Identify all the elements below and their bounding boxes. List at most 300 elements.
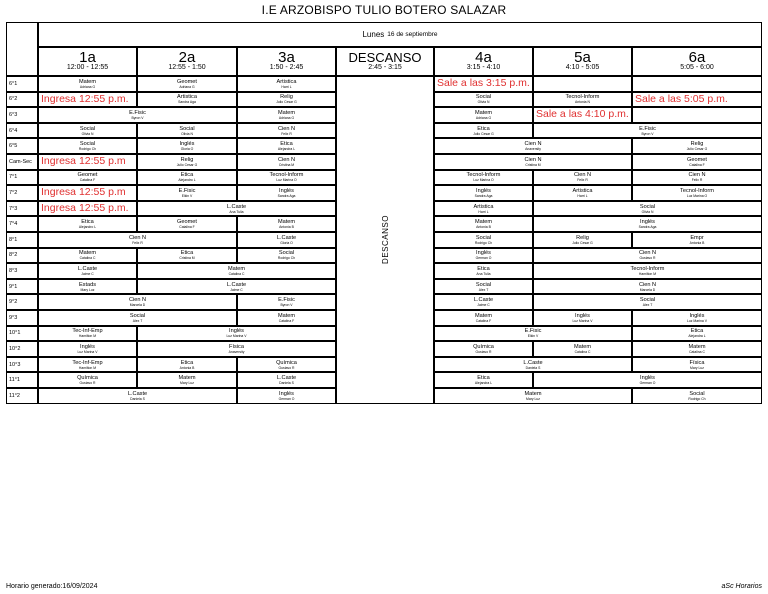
class-label [6, 326, 38, 342]
lesson-subject: Inglés [575, 312, 590, 319]
lesson-cell [237, 294, 336, 310]
lesson-cell [137, 357, 237, 373]
class-label-text: 9°2 [9, 299, 18, 306]
lesson-teacher: Ana Tulia [229, 209, 244, 214]
lesson-subject: Inglés [476, 250, 491, 257]
lesson-subject: Cien N [524, 156, 542, 163]
lesson-subject: E.Fisic [178, 187, 196, 194]
lesson-subject: Matem [688, 343, 706, 350]
lesson-subject: Tecnol-Inform [630, 265, 665, 272]
class-label [6, 154, 38, 170]
lesson-teacher: Alejandro L [78, 225, 97, 230]
lesson-teacher: Mary Luz [180, 381, 194, 386]
lesson-teacher: Catalina C [79, 256, 96, 261]
lesson-subject: Social [475, 281, 492, 288]
period-time: 2:45 - 3:15 [368, 64, 402, 71]
lesson-cell [632, 357, 762, 373]
lesson-teacher: Alejandro L [178, 178, 196, 183]
lesson-subject: Geomet [177, 219, 197, 226]
lesson-teacher: Alex T [642, 303, 653, 308]
schedule-note: Sale a las 4:10 p.m. [536, 108, 629, 121]
lesson-cell [137, 76, 237, 92]
class-label [6, 279, 38, 295]
lesson-subject: Cien N [524, 141, 542, 148]
lesson-cell [533, 372, 762, 388]
class-label-text: 6°1 [9, 80, 18, 87]
lesson-cell [434, 201, 533, 217]
lesson-cell [434, 310, 533, 326]
lesson-cell [237, 154, 336, 170]
lesson-cell [434, 263, 533, 279]
lesson-subject: L.Caste [226, 281, 247, 288]
lesson-subject: Etica [280, 141, 293, 148]
period-header [336, 47, 434, 76]
class-label-text: 10°3 [9, 361, 21, 368]
lesson-cell [137, 138, 237, 154]
lesson-teacher: Antonia B [279, 225, 294, 230]
lesson-subject: Matem [277, 109, 296, 116]
lesson-teacher: Alejandra L [474, 381, 493, 386]
period-header [137, 47, 237, 76]
lesson-subject: Cien N [128, 234, 147, 241]
lesson-cell [38, 232, 237, 248]
lesson-cell [38, 357, 137, 373]
lesson-cell [137, 154, 237, 170]
lesson-teacher: Olivia N [641, 209, 654, 214]
lesson-cell [38, 123, 137, 139]
period-time: 12:00 - 12:55 [66, 64, 109, 71]
lesson-teacher: Luz Marina O [473, 178, 494, 183]
lesson-cell [533, 92, 632, 108]
lesson-cell [434, 170, 533, 186]
lesson-subject: Empr [690, 234, 704, 241]
lesson-cell [38, 138, 137, 154]
period-number: 1a [79, 49, 96, 66]
lesson-cell [137, 341, 336, 357]
lesson-teacher: Sandra Aga [474, 193, 493, 198]
lesson-subject: Matem [78, 250, 97, 257]
class-label [6, 372, 38, 388]
lesson-teacher: Catalina F [79, 178, 96, 183]
lesson-cell [434, 232, 533, 248]
lesson-subject: Matem [474, 109, 493, 116]
class-label-text: 9°1 [9, 283, 18, 290]
class-label-text: 9°3 [9, 314, 18, 321]
lesson-subject: Matem [474, 219, 493, 226]
lesson-cell [237, 248, 336, 264]
lesson-cell [434, 388, 632, 404]
lesson-teacher: Felix R [132, 240, 143, 245]
lesson-subject: L.Caste [226, 203, 247, 210]
lesson-teacher: Antonia N [575, 100, 590, 105]
lesson-cell [434, 185, 533, 201]
lesson-cell [38, 388, 237, 404]
lesson-cell [533, 201, 762, 217]
lesson-subject: Cien N [638, 281, 657, 288]
lesson-teacher: Gloria O [280, 240, 293, 245]
lesson-subject: Artistica [572, 187, 593, 194]
lesson-cell [137, 326, 336, 342]
lesson-teacher: Elkin V [181, 193, 193, 198]
lesson-subject: Matem [178, 375, 196, 382]
class-label-text: 6°3 [9, 111, 18, 118]
lesson-subject: Matem [227, 265, 246, 272]
lesson-subject: Geomet [177, 78, 197, 85]
lesson-teacher: Mary Luz [526, 396, 540, 401]
lesson-cell [137, 185, 237, 201]
lesson-teacher: Julio Cesar G [176, 162, 198, 167]
lesson-teacher: Luz Marina V [687, 318, 707, 323]
class-label-text: 7°3 [9, 205, 18, 212]
day-name: Lunes [362, 30, 385, 39]
lesson-cell [434, 279, 533, 295]
class-label [6, 170, 38, 186]
lesson-cell [632, 388, 762, 404]
lesson-teacher: Luz Marina O [276, 178, 297, 183]
lesson-cell [38, 170, 137, 186]
lesson-subject: Cien N [688, 172, 706, 179]
period-number: DESCANSO [348, 50, 422, 65]
lesson-cell [38, 326, 137, 342]
lesson-teacher: Mary Luz [80, 287, 95, 292]
schedule-note: Ingresa 12:55 p.m. [41, 201, 129, 214]
lesson-subject: Social [475, 94, 492, 101]
lesson-subject: Inglés [279, 390, 294, 397]
lesson-subject: Artistica [473, 203, 494, 210]
lesson-teacher: Julio Cesar G [686, 147, 708, 152]
class-label-text: 10°2 [9, 345, 21, 352]
lesson-cell [632, 138, 762, 154]
lesson-cell [237, 76, 336, 92]
lesson-subject: Cien N [128, 297, 147, 304]
lesson-cell [632, 232, 762, 248]
lesson-teacher: Luz Marina V [77, 349, 98, 354]
class-label [6, 310, 38, 326]
lesson-subject: E.Fisic [278, 297, 295, 304]
lesson-subject: Social [278, 250, 295, 257]
lesson-subject: Social [79, 141, 96, 148]
lesson-subject: Inglés [640, 375, 655, 382]
class-label [6, 294, 38, 310]
lesson-teacher: Julio Cesar G [572, 240, 593, 245]
class-label [6, 107, 38, 123]
lesson-subject: Tecnol-Inform [680, 187, 714, 194]
lesson-subject: L.Caste [523, 359, 543, 366]
lesson-teacher: Adriana G [475, 115, 492, 120]
lesson-teacher: Harri L [281, 84, 292, 89]
lesson-subject: Tecnol-Inform [269, 172, 304, 179]
period-time: 12:55 - 1:50 [168, 64, 206, 71]
lesson-subject: Inglés [476, 187, 491, 194]
lesson-subject: E.Fisic [524, 328, 542, 335]
period-number: 4a [475, 49, 492, 66]
lesson-cell [137, 279, 336, 295]
lesson-teacher: Harri L [577, 193, 588, 198]
lesson-subject: Etica [180, 250, 194, 257]
lesson-cell [137, 92, 237, 108]
lesson-teacher: Catalina F [179, 225, 195, 230]
lesson-teacher: Jaime C [81, 271, 94, 276]
lesson-teacher: German O [278, 396, 295, 401]
lesson-teacher: Anaversity [525, 147, 541, 152]
lesson-cell [137, 170, 237, 186]
lesson-subject: Matem [524, 390, 542, 397]
school-title: I.E ARZOBISPO TULIO BOTERO SALAZAR [261, 3, 507, 17]
lesson-cell [38, 216, 137, 232]
lesson-teacher: Catalina C [689, 349, 705, 354]
lesson-teacher: Hamilton M [638, 271, 657, 276]
lesson-subject: Cien N [277, 156, 296, 163]
lesson-cell [38, 341, 137, 357]
lesson-subject: Social [689, 390, 705, 397]
lesson-subject: Social [639, 297, 656, 304]
lesson-subject: Cien N [277, 125, 296, 132]
lesson-cell [237, 310, 336, 326]
lesson-cell [38, 279, 137, 295]
lesson-cell [237, 92, 336, 108]
lesson-cell [38, 76, 137, 92]
lesson-subject: Etica [81, 219, 94, 226]
class-label-text: 11°2 [9, 392, 20, 399]
empty-slot [533, 76, 632, 92]
lesson-cell [237, 216, 336, 232]
lesson-cell [533, 185, 632, 201]
timetable-grid [6, 22, 762, 424]
lesson-subject: Estads [78, 281, 97, 288]
class-label [6, 201, 38, 217]
lesson-teacher: Catalina F [475, 318, 492, 323]
lesson-teacher: Rodrigo Ch [78, 147, 97, 152]
lesson-subject: Etica [690, 328, 704, 335]
period-number: 3a [278, 49, 295, 66]
lesson-cell [237, 170, 336, 186]
lesson-teacher: Felix R [691, 178, 703, 183]
lesson-cell [38, 310, 237, 326]
lesson-subject: Química [77, 375, 98, 382]
lesson-teacher: Antonia B [689, 240, 705, 245]
lesson-teacher: Luz Marina V [572, 318, 593, 323]
lesson-teacher: Catalina C [574, 349, 591, 354]
empty-slot [632, 107, 762, 123]
lesson-subject: Inglés [640, 219, 655, 226]
class-label-text: 10°1 [9, 330, 21, 337]
lesson-cell [434, 248, 533, 264]
lesson-cell [632, 170, 762, 186]
lesson-subject: L.Caste [473, 297, 494, 304]
lesson-cell [137, 372, 237, 388]
lesson-teacher: Olivia N [81, 131, 94, 136]
lesson-subject: Inglés [689, 312, 705, 319]
lesson-cell [533, 279, 762, 295]
lesson-subject: Matem [277, 219, 296, 226]
lesson-cell [533, 263, 762, 279]
class-label [6, 263, 38, 279]
period-number: 6a [688, 49, 706, 66]
lesson-teacher: Jaime C [230, 287, 243, 292]
lesson-teacher: Cristina M [278, 162, 295, 167]
class-label [6, 248, 38, 264]
lesson-teacher: Olivia N [181, 131, 193, 136]
class-label [6, 216, 38, 232]
day-date: 16 de septiembre [387, 31, 438, 38]
schedule-note: Sale a las 3:15 p.m. [437, 77, 530, 89]
lesson-teacher: Sandra Aga [638, 225, 657, 230]
lesson-cell [533, 294, 762, 310]
lesson-cell [237, 123, 336, 139]
lesson-subject: Química [276, 359, 297, 366]
lesson-cell [632, 341, 762, 357]
class-label-text: 8°1 [9, 236, 18, 243]
lesson-cell [237, 388, 336, 404]
class-label-text: 8°3 [9, 267, 18, 274]
lesson-cell [434, 294, 533, 310]
lesson-teacher: Sandra Aga [277, 193, 296, 198]
lesson-teacher: Alex T [132, 318, 143, 323]
schedule-note: Ingresa 12:55 p.m [41, 186, 126, 199]
lesson-subject: Etica [477, 375, 490, 382]
lesson-teacher: Catalina F [278, 318, 295, 323]
lesson-teacher: Felix R [281, 131, 292, 136]
lesson-subject: Relig [690, 141, 704, 148]
lesson-cell [434, 92, 533, 108]
lesson-subject: Inglés [279, 187, 294, 194]
empty-slot [632, 76, 762, 92]
class-label [6, 232, 38, 248]
lesson-teacher: Marcela D [129, 303, 146, 308]
class-label [6, 185, 38, 201]
break-column [336, 76, 434, 404]
lesson-cell [137, 216, 237, 232]
class-label [6, 76, 38, 92]
lesson-cell [434, 326, 632, 342]
lesson-subject: Inglés [229, 328, 244, 335]
lesson-teacher: German O [475, 256, 492, 261]
lesson-subject: Relig [180, 156, 194, 163]
lesson-subject: Relig [280, 94, 293, 101]
lesson-teacher: Alejandra L [277, 147, 296, 152]
lesson-teacher: Sandra Aga [178, 100, 196, 105]
brand-label: aSc Horarios [721, 583, 762, 590]
lesson-cell [533, 310, 632, 326]
class-label-text: Cam-Sec [9, 158, 32, 165]
lesson-teacher: Antonia B [476, 225, 491, 230]
period-time: 1:50 - 2:45 [269, 64, 304, 71]
lesson-teacher: Cristina M [525, 162, 541, 167]
class-label [6, 92, 38, 108]
generated-date: Horario generado:16/09/2024 [6, 583, 98, 590]
lesson-teacher: Adriana G [278, 115, 295, 120]
lesson-cell [434, 107, 533, 123]
lesson-teacher: Adriana G [79, 84, 96, 89]
period-time: 4:10 - 5:05 [565, 64, 600, 71]
lesson-teacher: Daniela S [130, 396, 145, 401]
lesson-subject: Tec-Inf-Emp [72, 359, 103, 366]
lesson-teacher: German O [639, 381, 656, 386]
lesson-cell [533, 216, 762, 232]
period-header [38, 47, 137, 76]
class-label [6, 357, 38, 373]
class-label-text: 6°5 [9, 143, 18, 150]
lesson-teacher: Rodrigo Ch [688, 396, 706, 401]
lesson-teacher: Gustavo R [639, 256, 656, 261]
lesson-teacher: Luz Marina V [226, 334, 247, 339]
lesson-subject: Social [639, 203, 656, 210]
lesson-cell [137, 123, 237, 139]
lesson-cell [237, 232, 336, 248]
lesson-cell [237, 138, 336, 154]
schedule-note: Sale a las 5:05 p.m. [635, 92, 728, 105]
lesson-subject: Social [475, 234, 492, 241]
lesson-cell [632, 326, 762, 342]
lesson-cell [533, 232, 632, 248]
lesson-cell [533, 170, 632, 186]
lesson-teacher: Julio Cesar G [473, 131, 494, 136]
class-label-text: 11°1 [9, 377, 20, 384]
lesson-cell [434, 216, 533, 232]
lesson-subject: Etica [180, 359, 194, 366]
class-label [6, 123, 38, 139]
lesson-teacher: Byron V [641, 131, 654, 136]
day-title [38, 22, 762, 47]
lesson-subject: Matem [573, 343, 592, 350]
break-label: DESCANSO [380, 215, 390, 265]
lesson-subject: Etica [180, 172, 194, 179]
period-time: 5:05 - 6:00 [680, 64, 714, 71]
corner-cell [6, 22, 38, 76]
lesson-subject: Cien N [638, 250, 657, 257]
lesson-cell [632, 310, 762, 326]
lesson-teacher: Catalina C [228, 271, 245, 276]
lesson-teacher: Daniela S [279, 381, 294, 386]
lesson-subject: Artistica [177, 94, 197, 101]
lesson-teacher: Elkin V [527, 334, 539, 339]
lesson-teacher: Byron V [131, 115, 144, 120]
lesson-subject: L.Caste [77, 265, 98, 272]
period-number: 2a [178, 49, 196, 66]
class-label [6, 388, 38, 404]
lesson-subject: Relig [576, 234, 589, 241]
lesson-teacher: Rodrigo Ch [277, 256, 296, 261]
lesson-teacher: Adriana G [179, 84, 195, 89]
lesson-teacher: Alejandra L [688, 334, 706, 339]
period-header [237, 47, 336, 76]
lesson-cell [434, 341, 533, 357]
lesson-teacher: Jaime C [477, 303, 490, 308]
lesson-teacher: Gloria O [180, 147, 194, 152]
lesson-teacher: Hamilton M [78, 334, 97, 339]
lesson-subject: Tec-Inf-Emp [72, 328, 103, 335]
lesson-teacher: Antonia B [179, 365, 195, 370]
class-label-text: 6°4 [9, 127, 18, 134]
lesson-subject: Matem [277, 312, 296, 319]
lesson-cell [38, 294, 237, 310]
lesson-teacher: Gustavo R [278, 365, 295, 370]
lesson-cell [533, 248, 762, 264]
lesson-cell [38, 263, 137, 279]
class-label [6, 341, 38, 357]
class-label-text: 7°4 [9, 221, 18, 228]
lesson-cell [137, 201, 336, 217]
class-label [6, 138, 38, 154]
lesson-subject: Social [129, 312, 146, 319]
lesson-teacher: Marcela D [639, 287, 656, 292]
lesson-subject: Tecnol-Inform [565, 94, 600, 101]
schedule-note: Ingresa 12:55 p.m. [41, 92, 129, 105]
lesson-subject: Inglés [80, 343, 95, 350]
lesson-teacher: Gustavo R [79, 381, 96, 386]
lesson-teacher: Luz Marina O [686, 193, 708, 198]
period-header [434, 47, 533, 76]
